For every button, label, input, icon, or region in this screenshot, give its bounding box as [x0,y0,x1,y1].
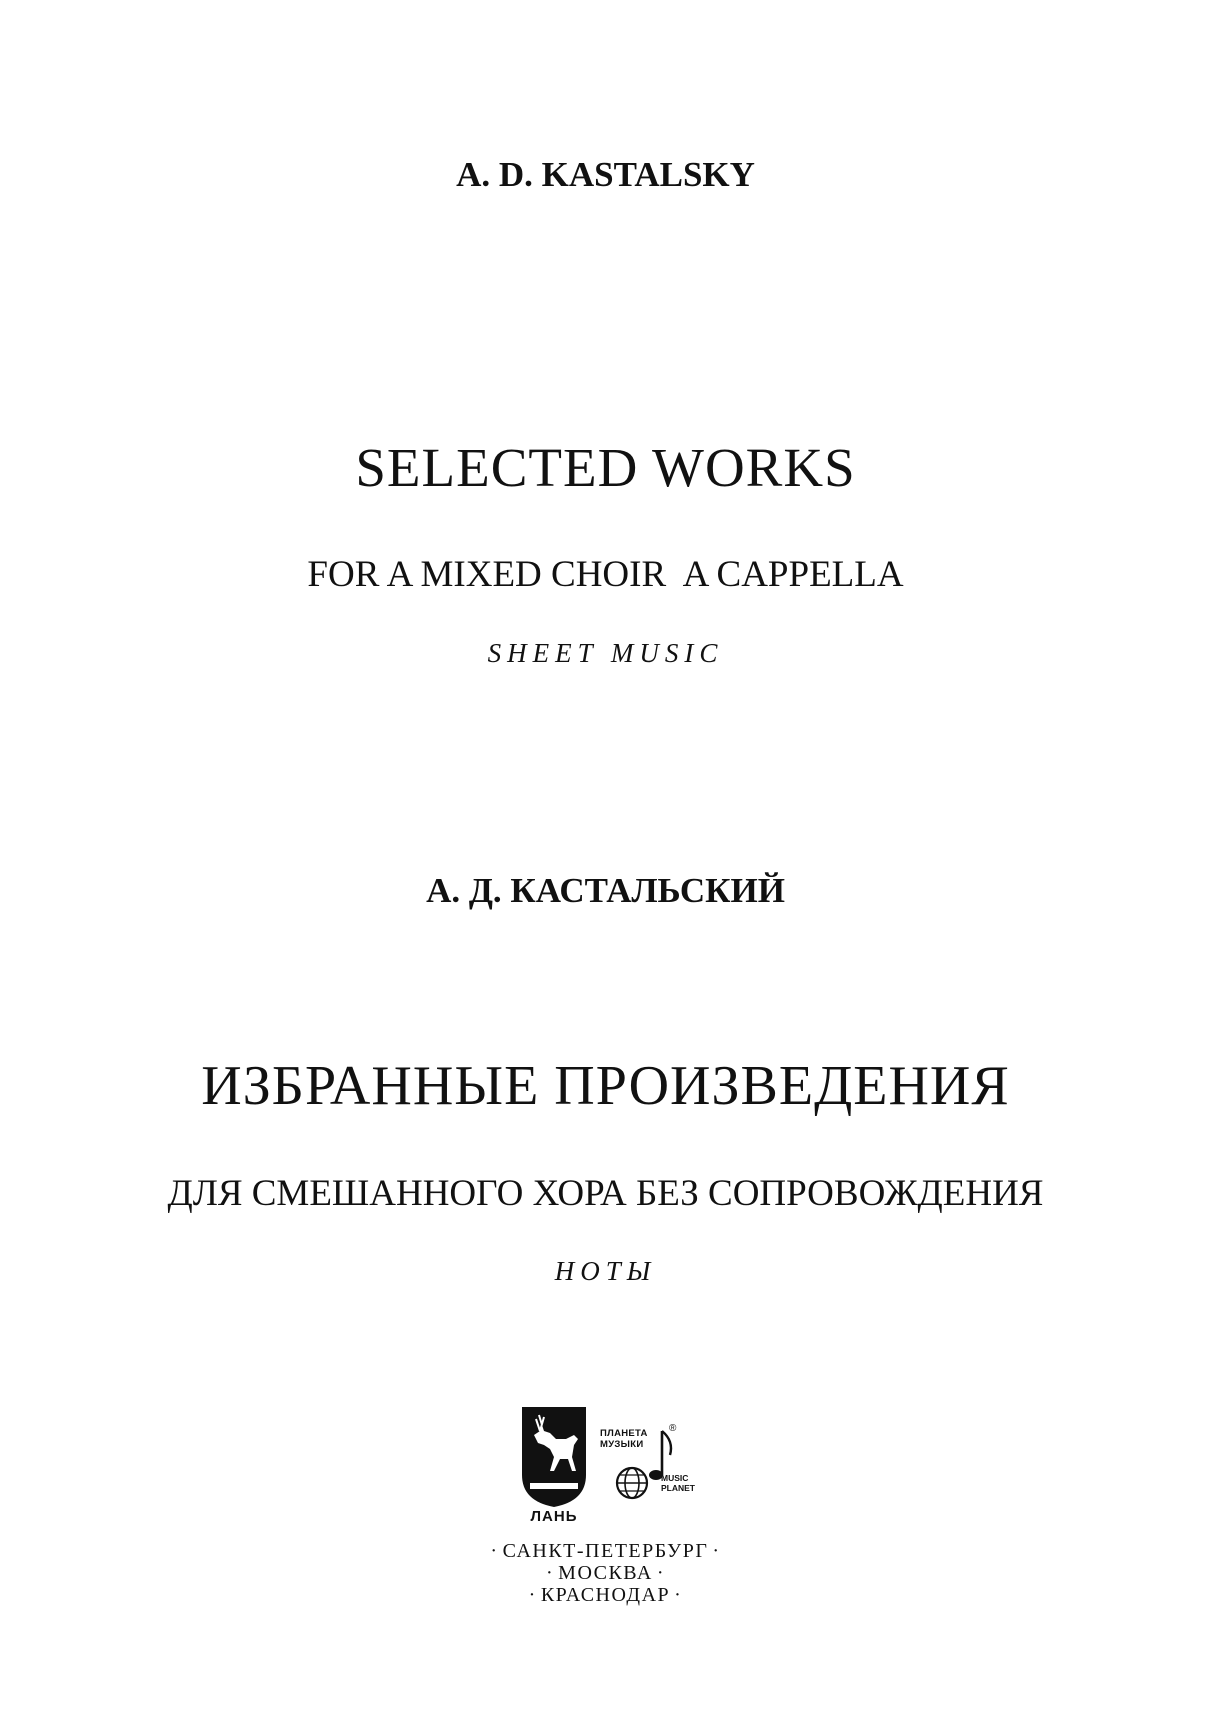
music-planet-russian-label [600,1428,660,1450]
english-subtitle: FOR A MIXED CHOIR A CAPPELLA [307,554,904,595]
city-moscow: МОСКВА [558,1562,653,1584]
publisher-logos [0,1405,1211,1530]
city-line-1: · САНКТ-ПЕТЕРБУРГ · [490,1540,721,1562]
music-planet-ru-line2: МУЗЫКИ [600,1439,644,1450]
russian-publication-type: НОТЫ [554,1256,657,1286]
english-title: SELECTED WORKS [355,437,856,498]
russian-author: А. Д. КАСТАЛЬСКИЙ [426,871,785,910]
english-author: A. D. KASTALSKY [456,155,755,194]
city-krasnodar: КРАСНОДАР [540,1584,671,1606]
deer-shield-icon [520,1405,588,1510]
lan-publisher-name: ЛАНЬ [530,1508,578,1525]
music-planet-en-line2: PLANET [661,1483,695,1493]
registered-mark: ® [669,1423,677,1434]
music-planet-en-line1: MUSIC [661,1473,689,1483]
city-saint-petersburg: САНКТ-ПЕТЕРБУРГ [502,1540,709,1562]
music-planet-english-label [661,1473,703,1493]
russian-subtitle: ДЛЯ СМЕШАННОГО ХОРА БЕЗ СОПРОВОЖДЕНИЯ [167,1173,1044,1214]
city-line-3: · КРАСНОДАР · [528,1584,683,1606]
russian-title: ИЗБРАННЫЕ ПРОИЗВЕДЕНИЯ [201,1055,1010,1117]
music-planet-ru-line1: ПЛАНЕТА [600,1428,648,1439]
city-line-2: · МОСКВА · [545,1562,666,1584]
english-publication-type: SHEET MUSIC [487,638,724,668]
